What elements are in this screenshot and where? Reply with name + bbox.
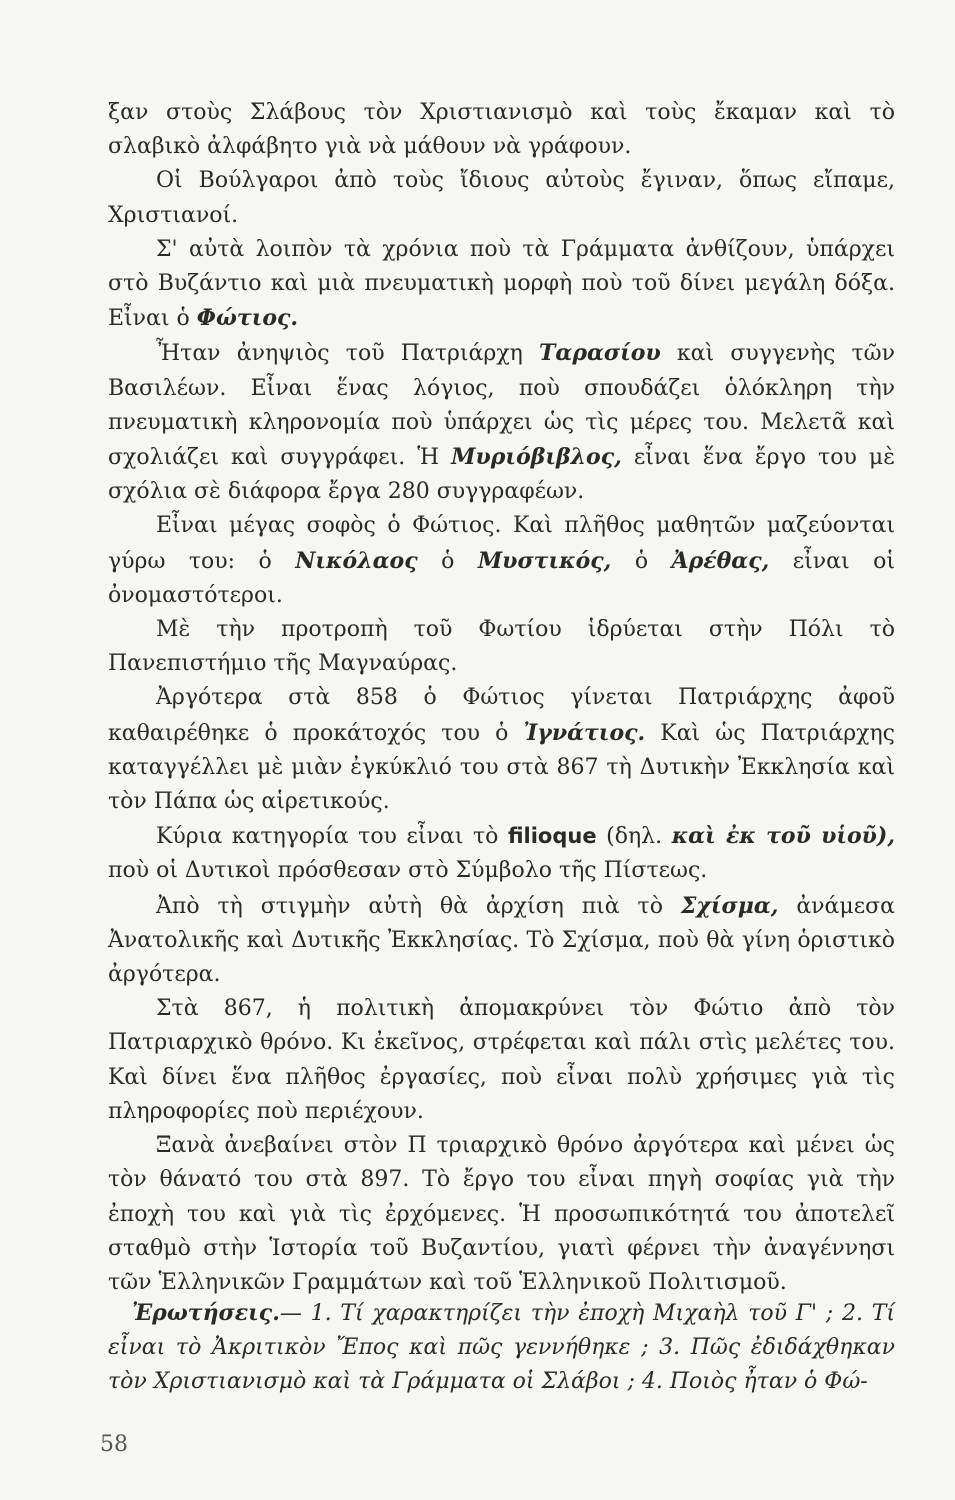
paragraph bbox=[108, 681, 895, 819]
emphasized-term: καὶ ἐκ τοῦ υἱοῦ), bbox=[671, 823, 895, 850]
paragraph bbox=[108, 992, 895, 1129]
emphasized-term: Μυριόβιβλος, bbox=[451, 444, 622, 471]
page-number: 58 bbox=[100, 1432, 128, 1457]
text-run: ποὺ οἱ Δυτικοὶ πρόσθεσαν στὸ Σύμβολο τῆς Πίστεως. bbox=[108, 858, 708, 884]
text-run: εἶναι οἱ ὀνομαστότεροι. bbox=[108, 548, 895, 608]
text-run: ξαν στοὺς Σλάβους τὸν Χριστιανισμὸ καὶ τοὺς ἔκαμαν καὶ τὸ σλαβικὸ ἀλφάβητο γιὰ νὰ μάθουν νὰ γράφουν. bbox=[108, 100, 895, 160]
paragraph bbox=[108, 233, 895, 337]
text-run: Ἀργότερα στὰ 858 ὁ Φώτιος γίνεται Πατριάρχης ἀφοῦ καθαιρέθηκε ὁ προκάτοχός του ὁ bbox=[108, 685, 895, 746]
emphasized-term: Φώτιος. bbox=[196, 305, 299, 332]
questions-heading: Ἐρωτήσεις. bbox=[132, 1300, 280, 1326]
paragraph bbox=[108, 613, 895, 681]
text-run: Ἀπὸ τὴ στιγμὴν αὐτὴ θὰ ἀρχίση πιὰ τὸ bbox=[156, 893, 681, 919]
emphasized-term: Ἀρέθας, bbox=[671, 547, 770, 574]
text-run: (δηλ. bbox=[596, 824, 672, 850]
emphasized-term: Μυστικός, bbox=[477, 547, 612, 574]
questions-dash: — bbox=[279, 1301, 302, 1326]
emphasized-term: Ἰγνάτιος. bbox=[523, 719, 646, 746]
emphasized-term: Ταρασίου bbox=[539, 340, 661, 367]
text-run: ἀνάμεσα Ἀνατολικῆς καὶ Δυτικῆς Ἐκκλησίας. Τὸ Σχίσμα, ποὺ θὰ γίνη ὁριστικὸ ἀργότερα. bbox=[108, 893, 895, 988]
paragraph bbox=[108, 509, 895, 613]
latin-term: filioque bbox=[507, 824, 597, 849]
text-run: ὁ bbox=[611, 548, 672, 574]
text-run: Κύρια κατηγορία του εἶναι τὸ bbox=[156, 824, 508, 850]
paragraph bbox=[108, 164, 895, 232]
text-run: εἶναι ἕνα ἔργο του μὲ σχόλια σὲ διάφορα ἔργα 280 συγγραφέων. bbox=[108, 445, 895, 505]
body-text bbox=[108, 96, 895, 1300]
paragraph bbox=[108, 336, 895, 509]
questions-text: 1. Τί χαρακτηρίζει τὴν ἐποχὴ Μιχαὴλ τοῦ Γ' ; 2. Τί εἶναι τὸ Ἀκριτικὸν Ἔπος καὶ πῶς γεννήθηκε ; 3. Πῶς ἐδιδάχθηκαν τὸν Χριστιανισμὸ καὶ τὰ Γράμματα οἱ Σλάβοι ; 4. Ποιὸς ἦταν ὁ Φώ- bbox=[108, 1301, 895, 1395]
paragraph bbox=[108, 1129, 895, 1300]
text-run: Οἱ Βούλγαροι ἀπὸ τοὺς ἴδιους αὐτοὺς ἔγιναν, ὅπως εἴπαμε, Χριστιανοί. bbox=[108, 168, 895, 228]
text-run: Ἦταν ἀνηψιὸς τοῦ Πατριάρχη bbox=[156, 341, 540, 367]
questions-section bbox=[108, 1296, 895, 1400]
paragraph bbox=[108, 889, 895, 993]
text-run: Μὲ τὴν προτροπὴ τοῦ Φωτίου ἱδρύεται στὴν Πόλι τὸ Πανεπιστήμιο τῆς Μαγναύρας. bbox=[108, 617, 895, 677]
text-run: Καὶ ὡς Πατριάρχης καταγγέλλει μὲ μιὰν ἐγκύκλιό του στὰ 867 τὴ Δυτικὴν Ἐκκλησία καὶ τὸν Πάπα ὡς αἱρετικούς. bbox=[108, 720, 895, 815]
text-run: ὁ bbox=[417, 548, 478, 574]
emphasized-term: Νικόλαος bbox=[295, 547, 418, 574]
text-run: Ξανὰ ἀνεβαίνει στὸν Π τριαρχικὸ θρόνο ἀργότερα καὶ μένει ὡς τὸν θάνατό του στὰ 897. Τὸ ἔργο του εἶναι πηγὴ σοφίας γιὰ τὴν ἐποχὴ του καὶ γιὰ τὶς ἐρχόμενες. Ἡ προσωπικότητά του ἀποτελεῖ σταθμὸ στὴν Ἱστορία τοῦ Βυζαντίου, γιατὶ φέρνει τὴν ἀναγέννησι τῶν Ἑλληνικῶν Γραμμάτων καὶ τοῦ Ἑλληνικοῦ Πολιτισμοῦ. bbox=[108, 1133, 895, 1295]
paragraph bbox=[108, 96, 895, 164]
text-run: Εἶναι μέγας σοφὸς ὁ Φώτιος. Καὶ πλῆθος μαθητῶν μαζεύονται γύρω του: ὁ bbox=[108, 513, 895, 574]
emphasized-term: Σχίσμα, bbox=[680, 892, 779, 919]
text-run: Στὰ 867, ἡ πολιτικὴ ἀπομακρύνει τὸν Φώτιο ἀπὸ τὸν Πατριαρχικὸ θρόνο. Κι ἐκεῖνος, στρέφεται καὶ πάλι στὶς μελέτες του. Καὶ δίνει ἕνα πλῆθος ἐργασίες, ποὺ εἶναι πολὺ χρήσιμες γιὰ τὶς πληροφορίες ποὺ περιέχουν. bbox=[108, 996, 895, 1124]
paragraph bbox=[108, 819, 895, 888]
questions-paragraph bbox=[108, 1296, 895, 1400]
text-run: καὶ συγγενὴς τῶν Βασιλέων. Εἶναι ἕνας λόγιος, ποὺ σπουδάζει ὁλόκληρη τὴν πνευματικὴ κληρονομία ποὺ ὑπάρχει ὡς τὶς μέρες του. Μελετᾶ καὶ σχολιάζει καὶ συγγράφει. Ἡ bbox=[108, 341, 895, 471]
text-run: Σ' αὐτὰ λοιπὸν τὰ χρόνια ποὺ τὰ Γράμματα ἀνθίζουν, ὑπάρχει στὸ Βυζάντιο καὶ μιὰ πνευματικὴ μορφὴ ποὺ τοῦ δίνει μεγάλη δόξα. Εἶναι ὁ bbox=[108, 236, 895, 332]
